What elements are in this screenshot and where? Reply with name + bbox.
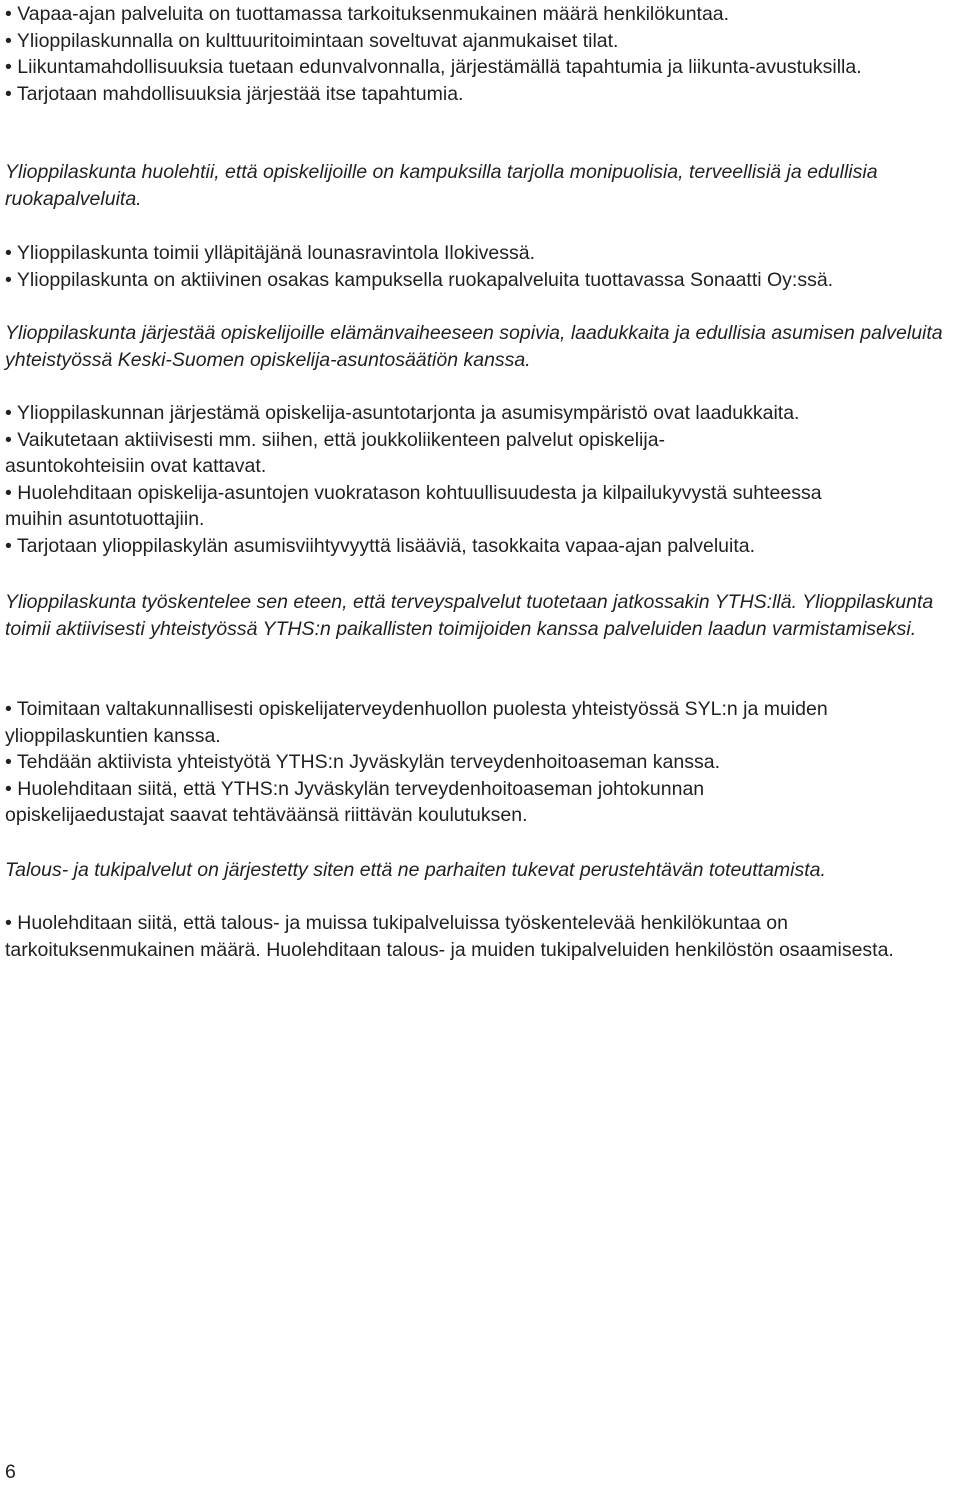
bullet-item: • Huolehditaan opiskelija-asuntojen vuokratason kohtuullisuudesta ja kilpailukyvystä suhteessa muihin asuntotuottajiin.	[5, 481, 822, 530]
housing-bullets	[5, 400, 957, 559]
section-intro: Talous- ja tukipalvelut on järjestetty siten että ne parhaiten tukevat perustehtävän toteuttamista.	[5, 859, 826, 881]
bullet-item: • Tehdään aktiivista yhteistyötä YTHS:n Jyväskylän terveydenhoitoaseman kanssa.	[5, 751, 720, 773]
health-section	[5, 589, 957, 642]
section-intro: Ylioppilaskunta järjestää opiskelijoille elämänvaiheeseen sopivia, laadukkaita ja edullisia asumisen palveluita yhteistyössä Keski-Suomen opiskelija-asuntosäätiön kanssa.	[5, 322, 943, 371]
bullet-item: • Ylioppilaskunnan järjestämä opiskelija-asuntotarjonta ja asumisympäristö ovat laadukkaita.	[5, 402, 800, 424]
bullet-item: • Toimitaan valtakunnallisesti opiskelijaterveydenhuollon puolesta yhteistyössä SYL:n ja muiden ylioppilaskuntien kanssa.	[5, 698, 828, 747]
support-bullets	[5, 910, 957, 963]
support-section	[5, 857, 957, 884]
bullet-item: • Tarjotaan ylioppilaskylän asumisviihtyvyyttä lisääviä, tasokkaita vapaa-ajan palveluita.	[5, 534, 756, 557]
food-section	[5, 159, 957, 212]
bullet-item: • Ylioppilaskunnalla on kulttuuritoimintaan soveltuvat ajanmukaiset tilat.	[5, 29, 619, 52]
bullet-item: • Ylioppilaskunta on aktiivinen osakas kampuksella ruokapalveluita tuottavassa Sonaatti Oy:ssä.	[5, 268, 834, 291]
leisure-section	[5, 1, 957, 107]
bullet-item: • Ylioppilaskunta toimii ylläpitäjänä lounasravintola Ilokivessä.	[5, 242, 536, 264]
section-intro: Ylioppilaskunta huolehtii, että opiskelijoille on kampuksilla tarjolla monipuolisia, terveellisiä ja edullisia ruokapalveluita.	[5, 161, 878, 210]
bullet-item: • Vaikutetaan aktiivisesti mm. siihen, että joukkoliikenteen palvelut opiskelija-asuntokohteisiin ovat kattavat.	[5, 428, 666, 477]
housing-section	[5, 320, 957, 373]
bullet-item: • Tarjotaan mahdollisuuksia järjestää itse tapahtumia.	[5, 82, 464, 105]
bullet-item: • Huolehditaan siitä, että YTHS:n Jyväskylän terveydenhoitoaseman johtokunnan opiskelijaedustajat saavat tehtäväänsä riittävän koulutuksen.	[5, 777, 705, 826]
health-bullets	[5, 696, 957, 829]
food-bullets	[5, 240, 957, 293]
page-number: 6	[5, 1461, 16, 1483]
bullet-item: • Huolehditaan siitä, että talous- ja muissa tukipalveluissa työskentelevää henkilökuntaa on tarkoituksenmukainen määrä. Huolehditaan talous- ja muiden tukipalveluiden henkilöstön osaamisesta.	[5, 912, 894, 961]
bullet-item: • Vapaa-ajan palveluita on tuottamassa tarkoituksenmukainen määrä henkilökuntaa.	[5, 3, 730, 25]
bullet-item: • Liikuntamahdollisuuksia tuetaan edunvalvonnalla, järjestämällä tapahtumia ja liikunta-avustuksilla.	[5, 56, 862, 78]
section-intro: Ylioppilaskunta työskentelee sen eteen, että terveyspalvelut tuotetaan jatkossakin YTHS:llä. Ylioppilaskunta toimii aktiivisesti yhteistyössä YTHS:n paikallisten toimijoiden kanssa palveluiden laadun varmistamiseksi.	[5, 591, 934, 640]
